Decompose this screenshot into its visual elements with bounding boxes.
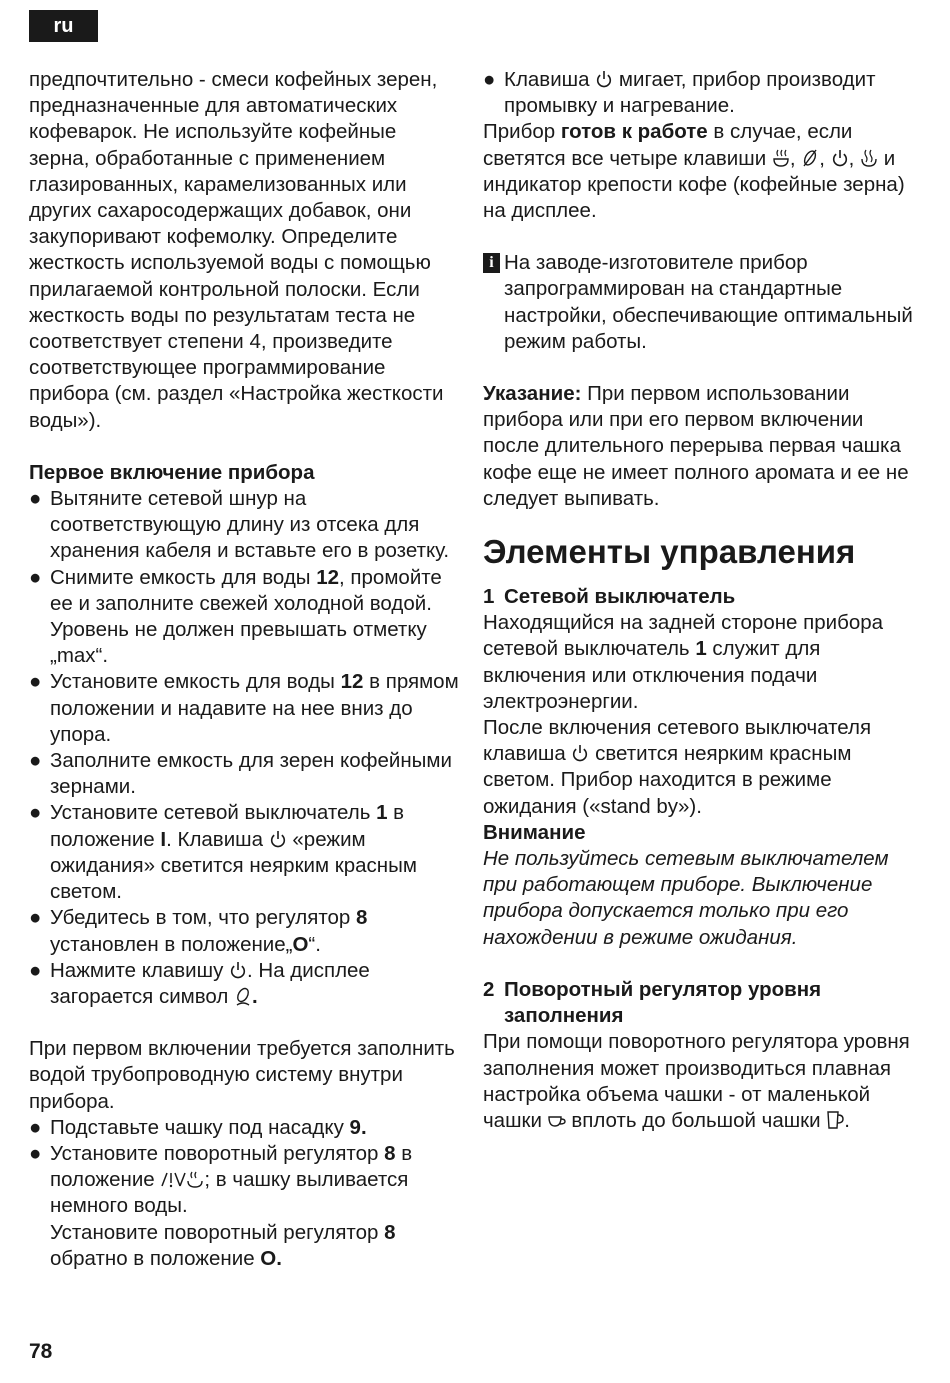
attention-text: Не пользуйтесь сетевым выключателем при работающем приборе. Выключение прибора допускается только при его нахождении в режиме ожидания. bbox=[483, 847, 889, 949]
left-column bbox=[29, 67, 459, 1272]
page-number: 78 bbox=[29, 1340, 53, 1363]
section-heading: 2 Поворотный регулятор уровня заполнения bbox=[483, 977, 822, 1028]
fill-paragraph: При первом включении требуется заполнить водой трубопроводную систему внутри прибора. bbox=[29, 1037, 455, 1113]
small-cup-icon bbox=[548, 1110, 566, 1130]
list-item: ● Вытяните сетевой шнур на соответствующую длину из отсека для хранения кабеля и вставьте его в розетку. bbox=[29, 487, 450, 563]
power-icon bbox=[229, 960, 247, 980]
list-item: ● Нажмите клавишу . На дисплее загорается символ . bbox=[29, 958, 370, 1008]
first-on-heading: Первое включение прибора bbox=[29, 460, 315, 484]
section-heading: 1 Сетевой выключатель bbox=[483, 585, 736, 609]
list-item: ● Подставьте чашку под насадку 9. bbox=[29, 1115, 367, 1139]
bean-rinse-icon bbox=[234, 986, 252, 1006]
info-note: i На заводе-изготовителе прибор запрограммирован на стандартные настройки, обеспечивающие оптимальный режим работы. bbox=[483, 250, 923, 355]
large-cup-icon bbox=[826, 1110, 844, 1130]
power-icon bbox=[571, 743, 589, 763]
section-paragraph: Находящийся на задней стороне прибора сетевой выключатель 1 служит для включения или отключения подачи электроэнергии. bbox=[483, 611, 884, 713]
list-item: ● Клавиша мигает, прибор производит промывку и нагревание. bbox=[483, 68, 876, 118]
bean-cross-icon bbox=[801, 148, 819, 168]
controls-heading: Элементы управления bbox=[483, 533, 856, 571]
info-icon: i bbox=[483, 253, 500, 273]
language-tab: ru bbox=[29, 10, 98, 42]
right-column bbox=[483, 67, 923, 1134]
list-item: ● Снимите емкость для воды 12, промойте ее и заполните свежей холодной водой. Уровень не должен превышать отметку „max“. bbox=[29, 565, 442, 668]
hot-water-steam-icon bbox=[160, 1169, 204, 1189]
power-icon bbox=[595, 69, 613, 89]
cup-icon bbox=[772, 148, 790, 168]
list-item: ● Установите сетевой выключатель 1 в положение I. Клавиша «режим ожидания» светится неярким красным светом. bbox=[29, 801, 417, 904]
note-paragraph: Указание: При первом использовании прибора или при его первом включении после длительного перерыва первая чашка кофе еще не имеет полного аромата и ее не следует выпивать. bbox=[483, 382, 909, 510]
intro-paragraph: предпочтительно - смеси кофейных зерен, предназначенные для автоматических кофеварок. Не используйте кофейные зерна, обработанные с применением глазированных, карамелизованных или других сахаросодержащих добавок, они закупоривают кофемолку. Определите жесткость используемой воды с помощью прилагаемой контрольной полоски. Если жесткость воды по результатам теста не соответствует степени 4, произведите соответствующее программирование прибора (см. раздел «Настройка жесткости воды»). bbox=[29, 68, 444, 432]
attention-label: Внимание bbox=[483, 820, 586, 844]
list-item: ● Заполните емкость для зерен кофейными зернами. bbox=[29, 749, 452, 799]
list-item: ● Установите поворотный регулятор 8 в положение ; в чашку выливается немного воды. bbox=[29, 1141, 413, 1218]
power-icon bbox=[269, 829, 287, 849]
steam-icon bbox=[860, 148, 878, 168]
ready-paragraph: Прибор готов к работе в случае, если светятся все четыре клавиши , , , и индикатор крепости кофе (кофейные зерна) на дисплее. bbox=[483, 120, 905, 223]
section-paragraph: При помощи поворотного регулятора уровня заполнения может производиться плавная настройка объема чашки - от маленькой чашки вплоть до большой чашки . bbox=[483, 1030, 910, 1132]
list-item: ● Убедитесь в том, что регулятор 8 установлен в положение„O“. bbox=[29, 906, 368, 956]
list-item: ● Установите емкость для воды 12 в прямом положении и надавите на нее вниз до упора. bbox=[29, 670, 459, 746]
list-item-continuation: Установите поворотный регулятор 8 обратно в положение O. bbox=[50, 1220, 396, 1270]
section-paragraph: После включения сетевого выключателя клавиша светится неярким красным светом. Прибор находится в режиме ожидания («stand by»). bbox=[483, 716, 872, 818]
power-icon bbox=[831, 148, 849, 168]
